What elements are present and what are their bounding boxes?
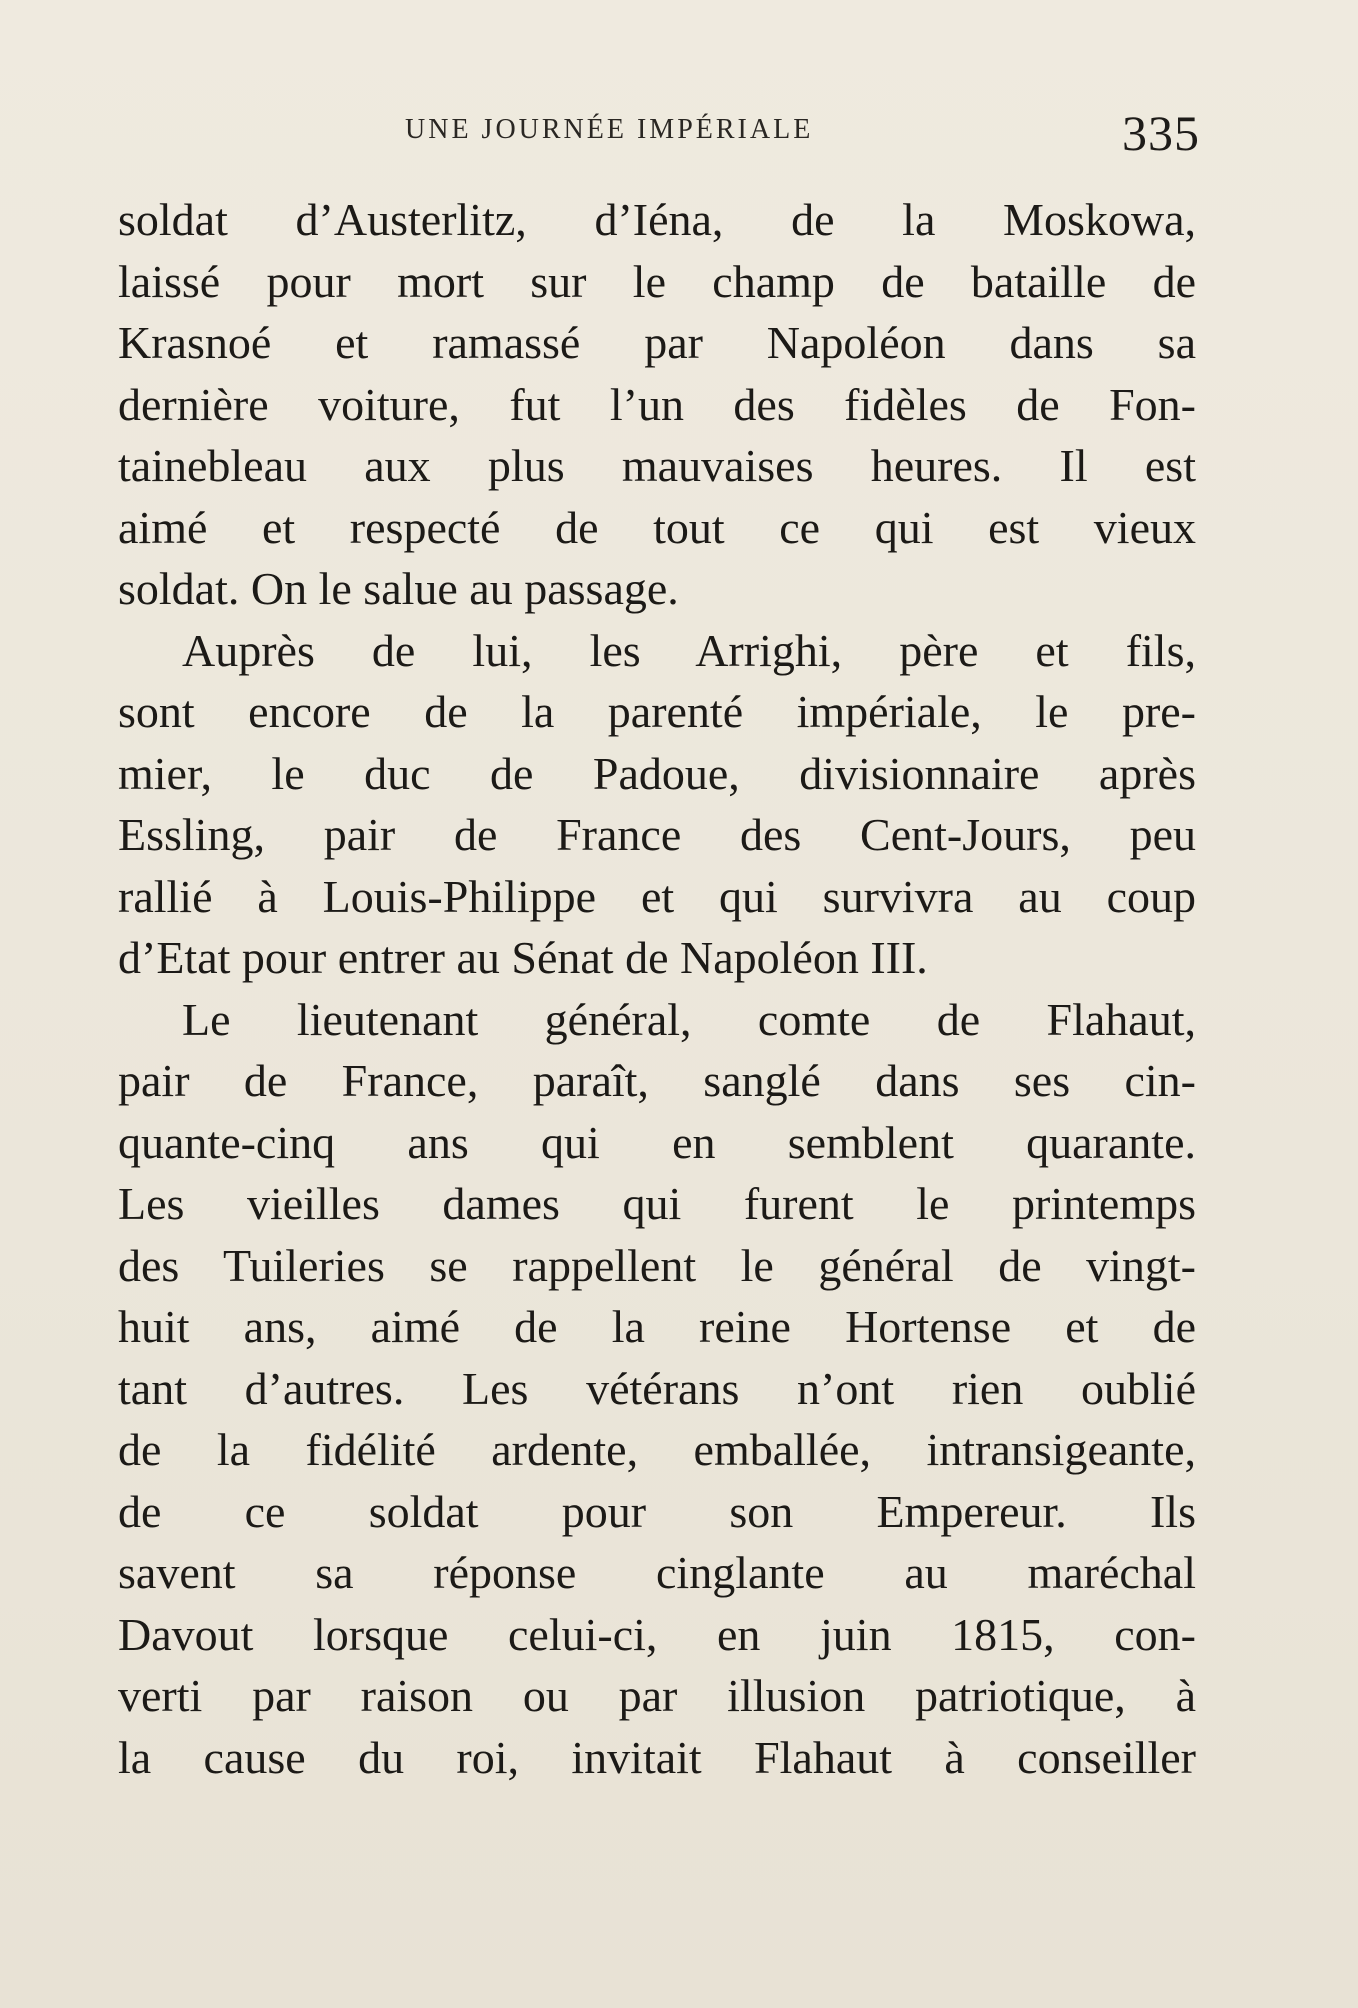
text-line: tainebleau aux plus mauvaises heures. Il est	[118, 440, 1196, 491]
text-line: aimé et respecté de tout ce qui est vieux	[118, 501, 1196, 553]
text-line: Le lieutenant général, comte de Flahaut,	[182, 993, 1196, 1045]
body-text	[118, 189, 1196, 1788]
text-line: quante-cinq ans qui en semblent quarante.	[118, 1116, 1196, 1168]
running-head	[120, 104, 1200, 164]
text-line: dernière voiture, fut l’un des fidèles de Fon-	[118, 378, 1196, 430]
text-line: Auprès de lui, les Arrighi, père et fils,	[182, 624, 1196, 676]
text-line: d’Etat pour entrer au Sénat de Napoléon III.	[118, 932, 928, 983]
text-line: des Tuileries se rappellent le général de vingt-	[118, 1239, 1196, 1291]
text-line: la cause du roi, invitait Flahaut à conseiller	[118, 1731, 1196, 1783]
text-line: Davout lorsque celui-ci, en juin 1815, con-	[118, 1608, 1196, 1660]
text-line: savent sa réponse cinglante au maréchal	[118, 1547, 1196, 1598]
text-line: sont encore de la parenté impériale, le pre-	[118, 686, 1196, 737]
page-number: 335	[1122, 105, 1200, 161]
text-line: laissé pour mort sur le champ de bataille de	[118, 255, 1196, 307]
text-line: Les vieilles dames qui furent le printemps	[118, 1178, 1196, 1229]
text-line: pair de France, paraît, sanglé dans ses cin-	[118, 1055, 1196, 1106]
text-line: huit ans, aimé de la reine Hortense et de	[118, 1301, 1196, 1352]
text-line: Essling, pair de France des Cent-Jours, peu	[118, 809, 1196, 860]
text-line: verti par raison ou par illusion patriotique, à	[118, 1670, 1196, 1721]
text-line: tant d’autres. Les vétérans n’ont rien oublié	[118, 1362, 1196, 1414]
text-line: soldat. On le salue au passage.	[118, 563, 679, 614]
text-line: rallié à Louis-Philippe et qui survivra au coup	[118, 870, 1196, 922]
text-line: soldat d’Austerlitz, d’Iéna, de la Moskowa,	[118, 194, 1196, 245]
text-line: de ce soldat pour son Empereur. Ils	[118, 1485, 1196, 1537]
text-line: Krasnoé et ramassé par Napoléon dans sa	[118, 317, 1196, 368]
text-line: mier, le duc de Padoue, divisionnaire après	[118, 747, 1196, 799]
running-title: UNE JOURNÉE IMPÉRIALE	[405, 114, 814, 145]
text-line: de la fidélité ardente, emballée, intransigeante,	[118, 1424, 1196, 1475]
